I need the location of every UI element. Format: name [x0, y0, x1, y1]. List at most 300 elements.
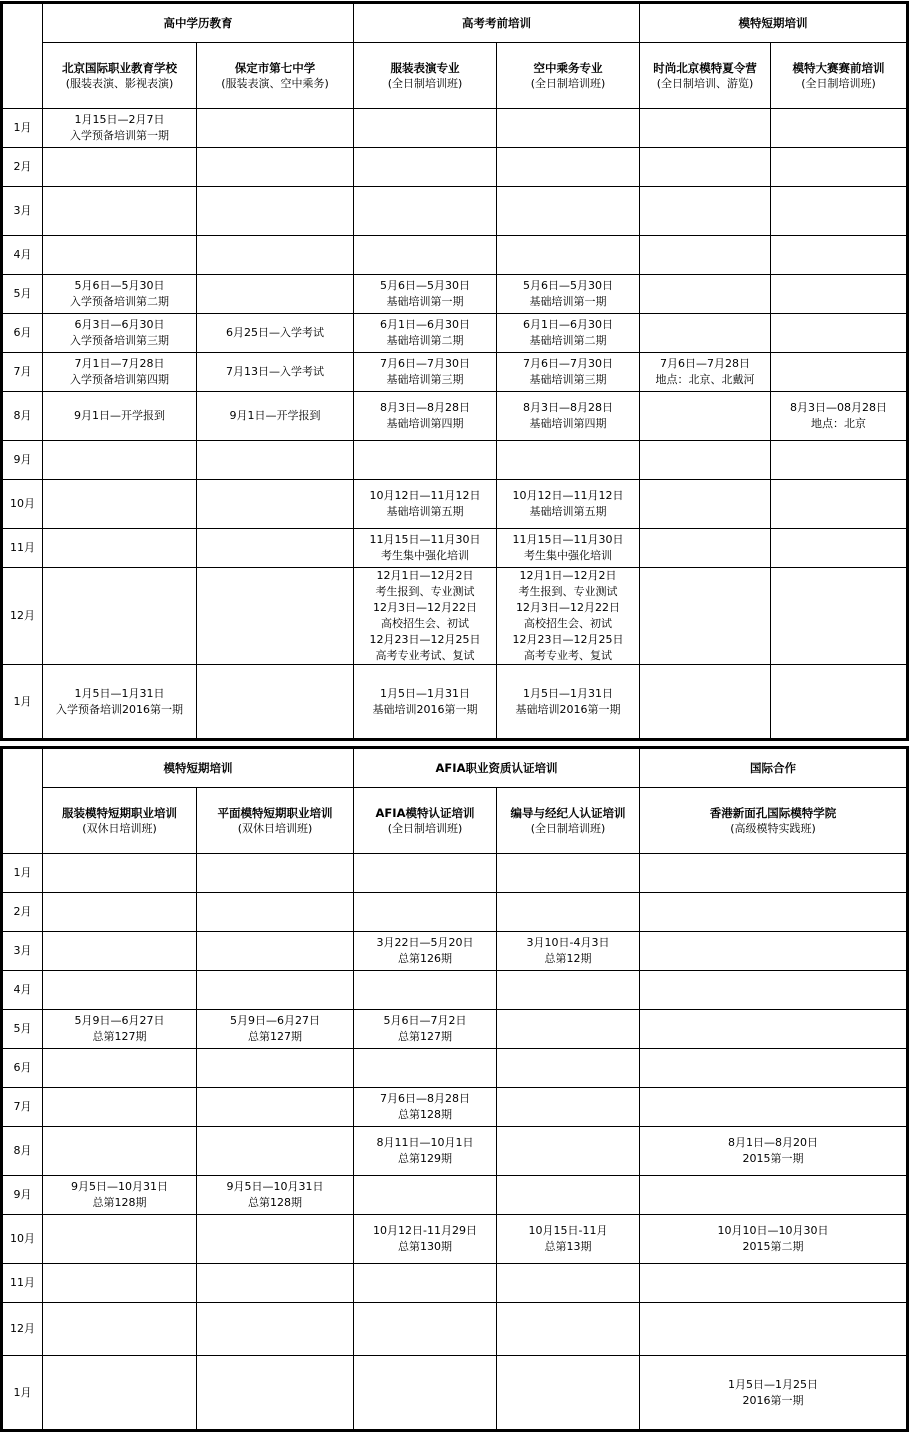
schedule-cell — [497, 392, 640, 441]
schedule-cell — [43, 148, 197, 187]
schedule-cell — [197, 1127, 354, 1176]
schedule-text: 地点：北京 — [811, 417, 866, 430]
column-header-note: (服装表演、影视表演) — [65, 76, 174, 90]
schedule-cell — [640, 893, 907, 932]
column-header — [197, 788, 354, 854]
schedule-cell — [354, 480, 497, 529]
schedule-cell — [43, 1215, 197, 1264]
schedule-cell — [354, 1088, 497, 1127]
schedule-text: 12月23日—12月25日 — [369, 633, 481, 646]
schedule-cell — [197, 1264, 354, 1303]
group-header-row — [3, 749, 907, 788]
schedule-cell — [771, 236, 907, 275]
month-row — [3, 275, 907, 314]
schedule-text: 总第13期 — [544, 1240, 592, 1253]
schedule-cell — [640, 1010, 907, 1049]
schedule-text: 3月22日—5月20日 — [376, 936, 474, 949]
month-label: 8月 — [3, 1127, 43, 1176]
schedule-cell — [197, 971, 354, 1010]
schedule-cell — [197, 1049, 354, 1088]
month-row — [3, 441, 907, 480]
schedule-text: 6月3日—6月30日 — [74, 318, 165, 331]
schedule-text: 5月6日—5月30日 — [523, 279, 613, 292]
schedule-text: 总第128期 — [398, 1108, 452, 1121]
group-header: 模特短期培训 — [640, 4, 907, 43]
schedule-cell — [354, 568, 497, 665]
month-label: 2月 — [3, 893, 43, 932]
schedule-cell — [354, 854, 497, 893]
schedule-cell — [771, 353, 907, 392]
column-header-name: 服装表演专业 — [390, 60, 460, 75]
month-label: 4月 — [3, 236, 43, 275]
schedule-cell — [497, 1303, 640, 1356]
column-header-note: (全日制培训班) — [387, 76, 463, 90]
schedule-cell — [354, 314, 497, 353]
schedule-text: 1月5日—1月31日 — [523, 686, 613, 700]
schedule-cell — [354, 1356, 497, 1430]
month-row — [3, 1356, 907, 1430]
schedule-cell — [197, 529, 354, 568]
column-header-name: 模特大赛赛前培训 — [792, 60, 885, 75]
schedule-cell — [771, 568, 907, 665]
schedule-cell — [640, 971, 907, 1010]
schedule-cell — [497, 529, 640, 568]
schedule-cell — [197, 893, 354, 932]
schedule-text: 7月6日—7月30日 — [380, 357, 470, 370]
schedule-text: 12月1日—12月2日 — [519, 569, 617, 582]
schedule-text: 考生报到、专业测试 — [518, 585, 618, 598]
group-header: 高中学历教育 — [43, 4, 354, 43]
schedule-text: 总第128期 — [248, 1196, 302, 1209]
schedule-cell — [354, 353, 497, 392]
schedule-cell — [354, 1264, 497, 1303]
schedule-cell — [43, 236, 197, 275]
column-header-name: 平面模特短期职业培训 — [217, 805, 333, 820]
schedule-text: 6月1日—6月30日 — [523, 318, 613, 331]
month-label: 6月 — [3, 314, 43, 353]
schedule-text: 基础培训第五期 — [386, 505, 464, 518]
schedule-text: 7月6日—7月30日 — [523, 357, 613, 370]
column-header — [497, 43, 640, 109]
column-header — [354, 43, 497, 109]
schedule-cell — [497, 480, 640, 529]
column-header — [43, 43, 197, 109]
schedule-text: 7月13日—入学考试 — [226, 365, 324, 378]
month-label: 3月 — [3, 932, 43, 971]
schedule-text: 8月3日—8月28日 — [380, 401, 470, 414]
month-label: 12月 — [3, 568, 43, 665]
month-label: 9月 — [3, 441, 43, 480]
schedule-cell — [354, 1176, 497, 1215]
schedule-text: 8月3日—8月28日 — [523, 401, 613, 414]
schedule-cell — [640, 932, 907, 971]
schedule-cell — [640, 854, 907, 893]
schedule-text: 10月12日-11月29日 — [373, 1224, 477, 1237]
schedule-cell — [771, 314, 907, 353]
column-header-note: (全日制培训、游览) — [656, 76, 754, 90]
schedule-text: 6月25日—入学考试 — [226, 326, 324, 339]
schedule-cell — [497, 1215, 640, 1264]
schedule-text: 总第130期 — [398, 1240, 452, 1253]
schedule-text: 入学预备培训第三期 — [70, 334, 169, 347]
schedule-text: 总第127期 — [398, 1030, 452, 1043]
column-header — [640, 43, 771, 109]
month-row — [3, 392, 907, 441]
schedule-cell — [354, 392, 497, 441]
month-row — [3, 1303, 907, 1356]
month-label: 2月 — [3, 148, 43, 187]
schedule-cell — [197, 1088, 354, 1127]
schedule-cell — [43, 1356, 197, 1430]
schedule-text: 9月5日—10月31日 — [71, 1180, 168, 1193]
schedule-text: 8月1日—8月20日 — [728, 1136, 818, 1149]
month-label: 7月 — [3, 353, 43, 392]
schedule-cell — [497, 441, 640, 480]
schedule-cell — [640, 148, 771, 187]
schedule-cell — [497, 275, 640, 314]
schedule-cell — [43, 109, 197, 148]
month-row — [3, 314, 907, 353]
column-header-name: 香港新面孔国际模特学院 — [709, 805, 837, 820]
column-header-name: 编导与经纪人认证培训 — [510, 805, 626, 820]
schedule-text: 2016第一期 — [742, 1393, 804, 1407]
schedule-cell — [354, 893, 497, 932]
schedule-cell — [771, 441, 907, 480]
column-header — [497, 788, 640, 854]
month-row — [3, 893, 907, 932]
schedule-cell — [354, 1303, 497, 1356]
schedule-cell — [640, 392, 771, 441]
schedule-text: 总第127期 — [92, 1030, 147, 1043]
schedule-cell — [43, 893, 197, 932]
schedule-cell — [197, 353, 354, 392]
schedule-cell — [197, 392, 354, 441]
column-header-note: (双休日培训班) — [237, 821, 313, 835]
schedule-text: 高考专业考、复试 — [524, 649, 612, 662]
schedule-text: 5月6日—5月30日 — [380, 279, 470, 292]
month-label: 4月 — [3, 971, 43, 1010]
schedule-text: 3月10日-4月3日 — [526, 936, 610, 949]
schedule-cell — [354, 275, 497, 314]
month-label: 9月 — [3, 1176, 43, 1215]
schedule-cell — [640, 353, 771, 392]
month-row — [3, 1049, 907, 1088]
schedule-cell — [354, 187, 497, 236]
schedule-cell — [497, 236, 640, 275]
schedule-cell — [43, 932, 197, 971]
schedule-text: 基础培训第四期 — [529, 417, 607, 430]
column-header-name: 保定市第七中学 — [234, 60, 316, 75]
month-row — [3, 1176, 907, 1215]
schedule-text: 7月6日—8月28日 — [380, 1092, 470, 1105]
schedule-cell — [197, 148, 354, 187]
schedule-cell — [354, 1010, 497, 1049]
month-row — [3, 109, 907, 148]
schedule-text: 12月1日—12月2日 — [376, 569, 474, 582]
schedule-text: 基础培训第二期 — [386, 334, 464, 347]
column-header — [640, 788, 907, 854]
schedule-cell — [43, 392, 197, 441]
schedule-cell — [197, 1010, 354, 1049]
column-header — [771, 43, 907, 109]
schedule-text: 10月12日—11月12日 — [369, 489, 481, 502]
schedule-text: 入学预备培训第二期 — [70, 295, 169, 308]
schedule-text: 1月5日—1月31日 — [380, 686, 470, 700]
schedule-cell — [354, 932, 497, 971]
schedule-cell — [43, 854, 197, 893]
month-row — [3, 665, 907, 739]
schedule-text: 1月5日—1月31日 — [74, 686, 165, 700]
schedule-cell — [497, 1176, 640, 1215]
schedule-text: 入学预备培训第四期 — [70, 373, 169, 386]
schedule-text: 10月10日—10月30日 — [717, 1224, 829, 1237]
month-label: 1月 — [3, 109, 43, 148]
schedule-cell — [197, 275, 354, 314]
month-row — [3, 187, 907, 236]
schedule-cell — [43, 353, 197, 392]
month-label: 12月 — [3, 1303, 43, 1356]
month-label: 1月 — [3, 854, 43, 893]
group-header: 国际合作 — [640, 749, 907, 788]
schedule-text: 2015第二期 — [742, 1240, 804, 1253]
schedule-text: 总第129期 — [398, 1152, 452, 1165]
schedule-cell — [640, 1264, 907, 1303]
schedule-text: 总第126期 — [398, 952, 452, 965]
schedule-cell — [354, 236, 497, 275]
schedule-cell — [640, 441, 771, 480]
schedule-cell — [771, 187, 907, 236]
month-label: 5月 — [3, 1010, 43, 1049]
schedule-cell — [497, 971, 640, 1010]
schedule-cell — [354, 1215, 497, 1264]
month-row — [3, 1215, 907, 1264]
schedule-cell — [497, 1049, 640, 1088]
column-header-note: (服装表演、空中乘务) — [221, 76, 329, 90]
schedule-text: 基础培训第二期 — [529, 334, 607, 347]
schedule-cell — [197, 1356, 354, 1430]
schedule-cell — [771, 275, 907, 314]
schedule-cell — [640, 568, 771, 665]
schedule-text: 10月15日-11月 — [528, 1224, 608, 1237]
schedule-text: 12月23日—12月25日 — [512, 633, 624, 646]
month-label: 8月 — [3, 392, 43, 441]
schedule-text: 基础培训第一期 — [386, 295, 464, 308]
schedule-text: 5月9日—6月27日 — [230, 1014, 320, 1027]
column-header-note: (全日制培训班) — [530, 821, 606, 835]
column-header-note: (高级模特实践班) — [730, 821, 816, 835]
schedule-cell — [640, 1176, 907, 1215]
schedule-cell — [497, 109, 640, 148]
schedule-text: 5月6日—7月2日 — [383, 1014, 467, 1027]
schedule-text: 入学预备培训第一期 — [70, 129, 169, 142]
schedule-cell — [640, 665, 771, 739]
schedule-cell — [354, 109, 497, 148]
schedule-text: 5月6日—5月30日 — [74, 279, 165, 292]
column-header-name: AFIA模特认证培训 — [375, 805, 475, 820]
schedule-cell — [197, 854, 354, 893]
column-header-name: 北京国际职业教育学校 — [62, 60, 177, 75]
schedule-cell — [771, 480, 907, 529]
schedule-cell — [640, 236, 771, 275]
schedule-cell — [354, 1127, 497, 1176]
month-row — [3, 854, 907, 893]
schedule-cell — [197, 1303, 354, 1356]
month-row — [3, 529, 907, 568]
schedule-cell — [640, 1127, 907, 1176]
schedule-cell — [497, 148, 640, 187]
schedule-text: 11月15日—11月30日 — [512, 533, 624, 546]
month-row — [3, 932, 907, 971]
month-label: 6月 — [3, 1049, 43, 1088]
schedule-text: 8月11日—10月1日 — [376, 1136, 474, 1149]
schedule-cell — [43, 275, 197, 314]
schedule-cell — [354, 971, 497, 1010]
schedule-cell — [43, 441, 197, 480]
schedule-cell — [354, 441, 497, 480]
month-label: 1月 — [3, 665, 43, 739]
schedule-text: 考生报到、专业测试 — [375, 585, 475, 598]
schedule-table-2 — [2, 748, 907, 1430]
schedule-cell — [43, 1088, 197, 1127]
month-row — [3, 971, 907, 1010]
schedule-cell — [43, 529, 197, 568]
schedule-text: 基础培训2016第一期 — [372, 702, 478, 716]
schedule-cell — [354, 1049, 497, 1088]
schedule-cell — [640, 314, 771, 353]
schedule-text: 地点：北京、北戴河 — [655, 373, 755, 386]
schedule-text: 高校招生会、初试 — [381, 617, 469, 630]
schedule-text: 基础培训第三期 — [529, 373, 607, 386]
schedule-cell — [497, 1264, 640, 1303]
schedule-table-1 — [2, 3, 907, 739]
schedule-text: 总第128期 — [92, 1196, 147, 1209]
schedule-cell — [43, 665, 197, 739]
schedule-text: 7月6日—7月28日 — [660, 357, 750, 370]
schedule-text: 11月15日—11月30日 — [369, 533, 481, 546]
schedule-cell — [640, 529, 771, 568]
schedule-text: 总第12期 — [544, 952, 592, 965]
group-header: AFIA职业资质认证培训 — [354, 749, 640, 788]
schedule-cell — [197, 441, 354, 480]
column-header-name: 空中乘务专业 — [533, 60, 603, 75]
corner-cell — [3, 4, 43, 109]
schedule-cell — [497, 353, 640, 392]
schedule-cell — [771, 109, 907, 148]
schedule-cell — [497, 314, 640, 353]
column-header-note: (全日制培训班) — [801, 76, 876, 90]
schedule-cell — [43, 1127, 197, 1176]
month-row — [3, 480, 907, 529]
schedule-text: 12月3日—12月22日 — [516, 601, 620, 614]
schedule-text: 考生集中强化培训 — [381, 549, 469, 562]
schedule-cell — [640, 275, 771, 314]
schedule-cell — [43, 971, 197, 1010]
schedule-cell — [43, 480, 197, 529]
schedule-cell — [43, 568, 197, 665]
schedule-text: 考生集中强化培训 — [524, 549, 612, 562]
month-row — [3, 1264, 907, 1303]
schedule-cell — [640, 1049, 907, 1088]
schedule-cell — [497, 1010, 640, 1049]
schedule-cell — [497, 932, 640, 971]
schedule-cell — [771, 148, 907, 187]
schedule-cell — [640, 1303, 907, 1356]
schedule-cell — [497, 568, 640, 665]
month-label: 10月 — [3, 1215, 43, 1264]
schedule-text: 基础培训2016第一期 — [515, 702, 621, 716]
schedule-cell — [197, 236, 354, 275]
schedule-cell — [43, 1176, 197, 1215]
month-label: 7月 — [3, 1088, 43, 1127]
column-header-name: 服装模特短期职业培训 — [62, 805, 177, 820]
column-header-row — [3, 43, 907, 109]
schedule-text: 高校招生会、初试 — [524, 617, 612, 630]
schedule-cell — [497, 893, 640, 932]
schedule-cell — [640, 1356, 907, 1430]
month-label: 11月 — [3, 529, 43, 568]
schedule-text: 10月12日—11月12日 — [512, 489, 624, 502]
month-label: 11月 — [3, 1264, 43, 1303]
schedule-cell — [497, 187, 640, 236]
schedule-text: 高考专业考试、复试 — [375, 649, 475, 662]
schedule-cell — [197, 1176, 354, 1215]
column-header-note: (全日制培训班) — [387, 821, 463, 835]
schedule-cell — [497, 665, 640, 739]
month-row — [3, 568, 907, 665]
schedule-cell — [771, 392, 907, 441]
schedule-cell — [354, 148, 497, 187]
schedule-cell — [497, 854, 640, 893]
schedule-text: 基础培训第五期 — [529, 505, 607, 518]
month-row — [3, 148, 907, 187]
schedule-text: 7月1日—7月28日 — [74, 357, 165, 370]
schedule-cell — [497, 1088, 640, 1127]
column-header-note: (双休日培训班) — [82, 821, 157, 835]
column-header-name: 时尚北京模特夏令营 — [653, 60, 757, 75]
month-row — [3, 1010, 907, 1049]
column-header — [354, 788, 497, 854]
schedule-cell — [197, 932, 354, 971]
schedule-text: 入学预备培训2016第一期 — [56, 702, 183, 716]
schedule-cell — [197, 109, 354, 148]
schedule-text: 基础培训第一期 — [529, 295, 607, 308]
schedule-cell — [640, 480, 771, 529]
month-label: 10月 — [3, 480, 43, 529]
schedule-cell — [640, 1088, 907, 1127]
schedule-cell — [771, 665, 907, 739]
column-header — [197, 43, 354, 109]
schedule-text: 8月3日—08月28日 — [790, 401, 887, 414]
month-row — [3, 1088, 907, 1127]
schedule-cell — [497, 1356, 640, 1430]
schedule-cell — [43, 1303, 197, 1356]
schedule-text: 9月5日—10月31日 — [226, 1180, 324, 1193]
month-row — [3, 353, 907, 392]
schedule-text: 9月1日—开学报到 — [74, 409, 165, 422]
column-header — [43, 788, 197, 854]
schedule-cell — [640, 109, 771, 148]
schedule-cell — [43, 314, 197, 353]
schedule-cell — [43, 1010, 197, 1049]
schedule-cell — [43, 1049, 197, 1088]
schedule-text: 6月1日—6月30日 — [380, 318, 470, 331]
schedule-text: 9月1日—开学报到 — [229, 409, 321, 422]
schedule-cell — [197, 568, 354, 665]
schedule-cell — [771, 529, 907, 568]
group-header: 模特短期培训 — [43, 749, 354, 788]
group-header-row — [3, 4, 907, 43]
month-row — [3, 1127, 907, 1176]
